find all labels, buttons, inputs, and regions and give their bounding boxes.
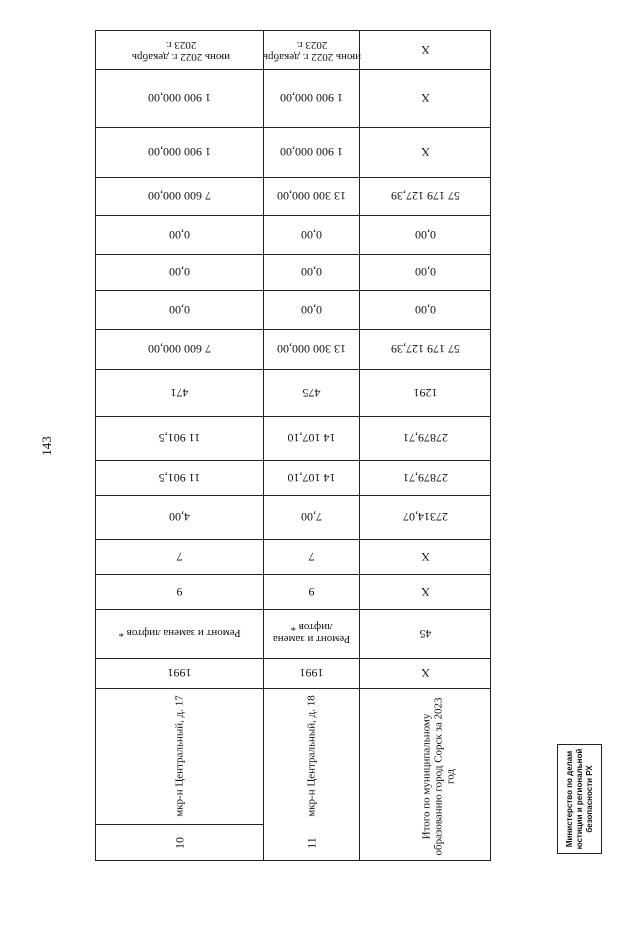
row10-c12: 0,00 [169,303,190,317]
row10-c7: 4,00 [169,510,190,525]
row11-c5: 9 [308,585,315,599]
row11-address: мкр-н Центральный, д. 18 [305,695,318,817]
row10-work: Ремонт и замена лифтов * [118,627,241,640]
row10-c15: 7 600 000,00 [148,189,211,204]
row11-c15: 13 300 000,00 [277,189,346,204]
total-c10: 1291 [413,386,438,400]
row11-c8: 14 107,10 [287,471,336,485]
row10-c16: 1 900 000,00 [148,145,211,160]
row10-c14: 0,00 [169,228,190,242]
row10-period: июнь 2022 г. декабрь 2023 г. [132,39,230,63]
row11-c6: 7 [308,550,315,564]
row11-c13: 0,00 [301,265,322,280]
row10-c11: 7 600 000,00 [148,342,211,357]
row10-c17: 1 900 000,00 [148,91,211,106]
row11-c17: 1 900 000,00 [280,91,343,106]
total-c15: 57 179 127,39 [391,189,460,204]
page-number: 143 [38,436,54,456]
row11-number: 11 [304,837,318,849]
row10-c8: 11 901,5 [158,471,201,485]
total-work: 45 [419,627,432,641]
ministry-stamp [557,744,602,854]
total-period: Х [421,43,430,58]
total-c8: 27879,71 [403,471,448,485]
total-label: Итого по муниципальному образованию город Сорск за 2023 год [420,697,456,856]
row11-c10: 475 [302,386,321,400]
document-table [95,30,491,861]
total-c14: 0,00 [415,228,436,242]
total-c17: Х [421,91,430,106]
total-c6: Х [421,550,430,564]
row11-c12: 0,00 [301,303,322,317]
row11-c16: 1 900 000,00 [280,145,343,160]
row10-number: 10 [172,837,186,849]
row11-work: Ремонт и замена лифтов * [272,621,351,646]
total-c5: Х [421,585,430,599]
total-year: Х [421,666,430,681]
total-c7: 27314,07 [403,510,448,525]
row11-c7: 7,00 [301,510,322,525]
row10-c9: 11 901,5 [158,431,201,446]
row10-year: 1991 [167,666,192,681]
row10-address: мкр-н Центральный, д. 17 [173,695,186,817]
total-c13: 0,00 [415,265,436,280]
row11-year: 1991 [299,666,324,681]
row10-c13: 0,00 [169,265,190,280]
row11-c9: 14 107,10 [287,431,336,446]
row10-c5: 9 [176,585,183,599]
total-c9: 27879,71 [403,431,448,446]
row11-c14: 0,00 [301,228,322,242]
row11-c11: 13 300 000,00 [277,342,346,357]
row10-c6: 7 [176,550,183,564]
row10-c10: 471 [170,386,189,400]
total-c11: 57 179 127,39 [391,342,460,357]
stamp-text: Министерство по делам юстиции и региональной безопасности РХ [564,748,594,850]
total-c12: 0,00 [415,303,436,317]
row11-period: июнь 2022 г. декабрь 2023 г. [263,39,361,63]
total-c16: Х [421,145,430,160]
